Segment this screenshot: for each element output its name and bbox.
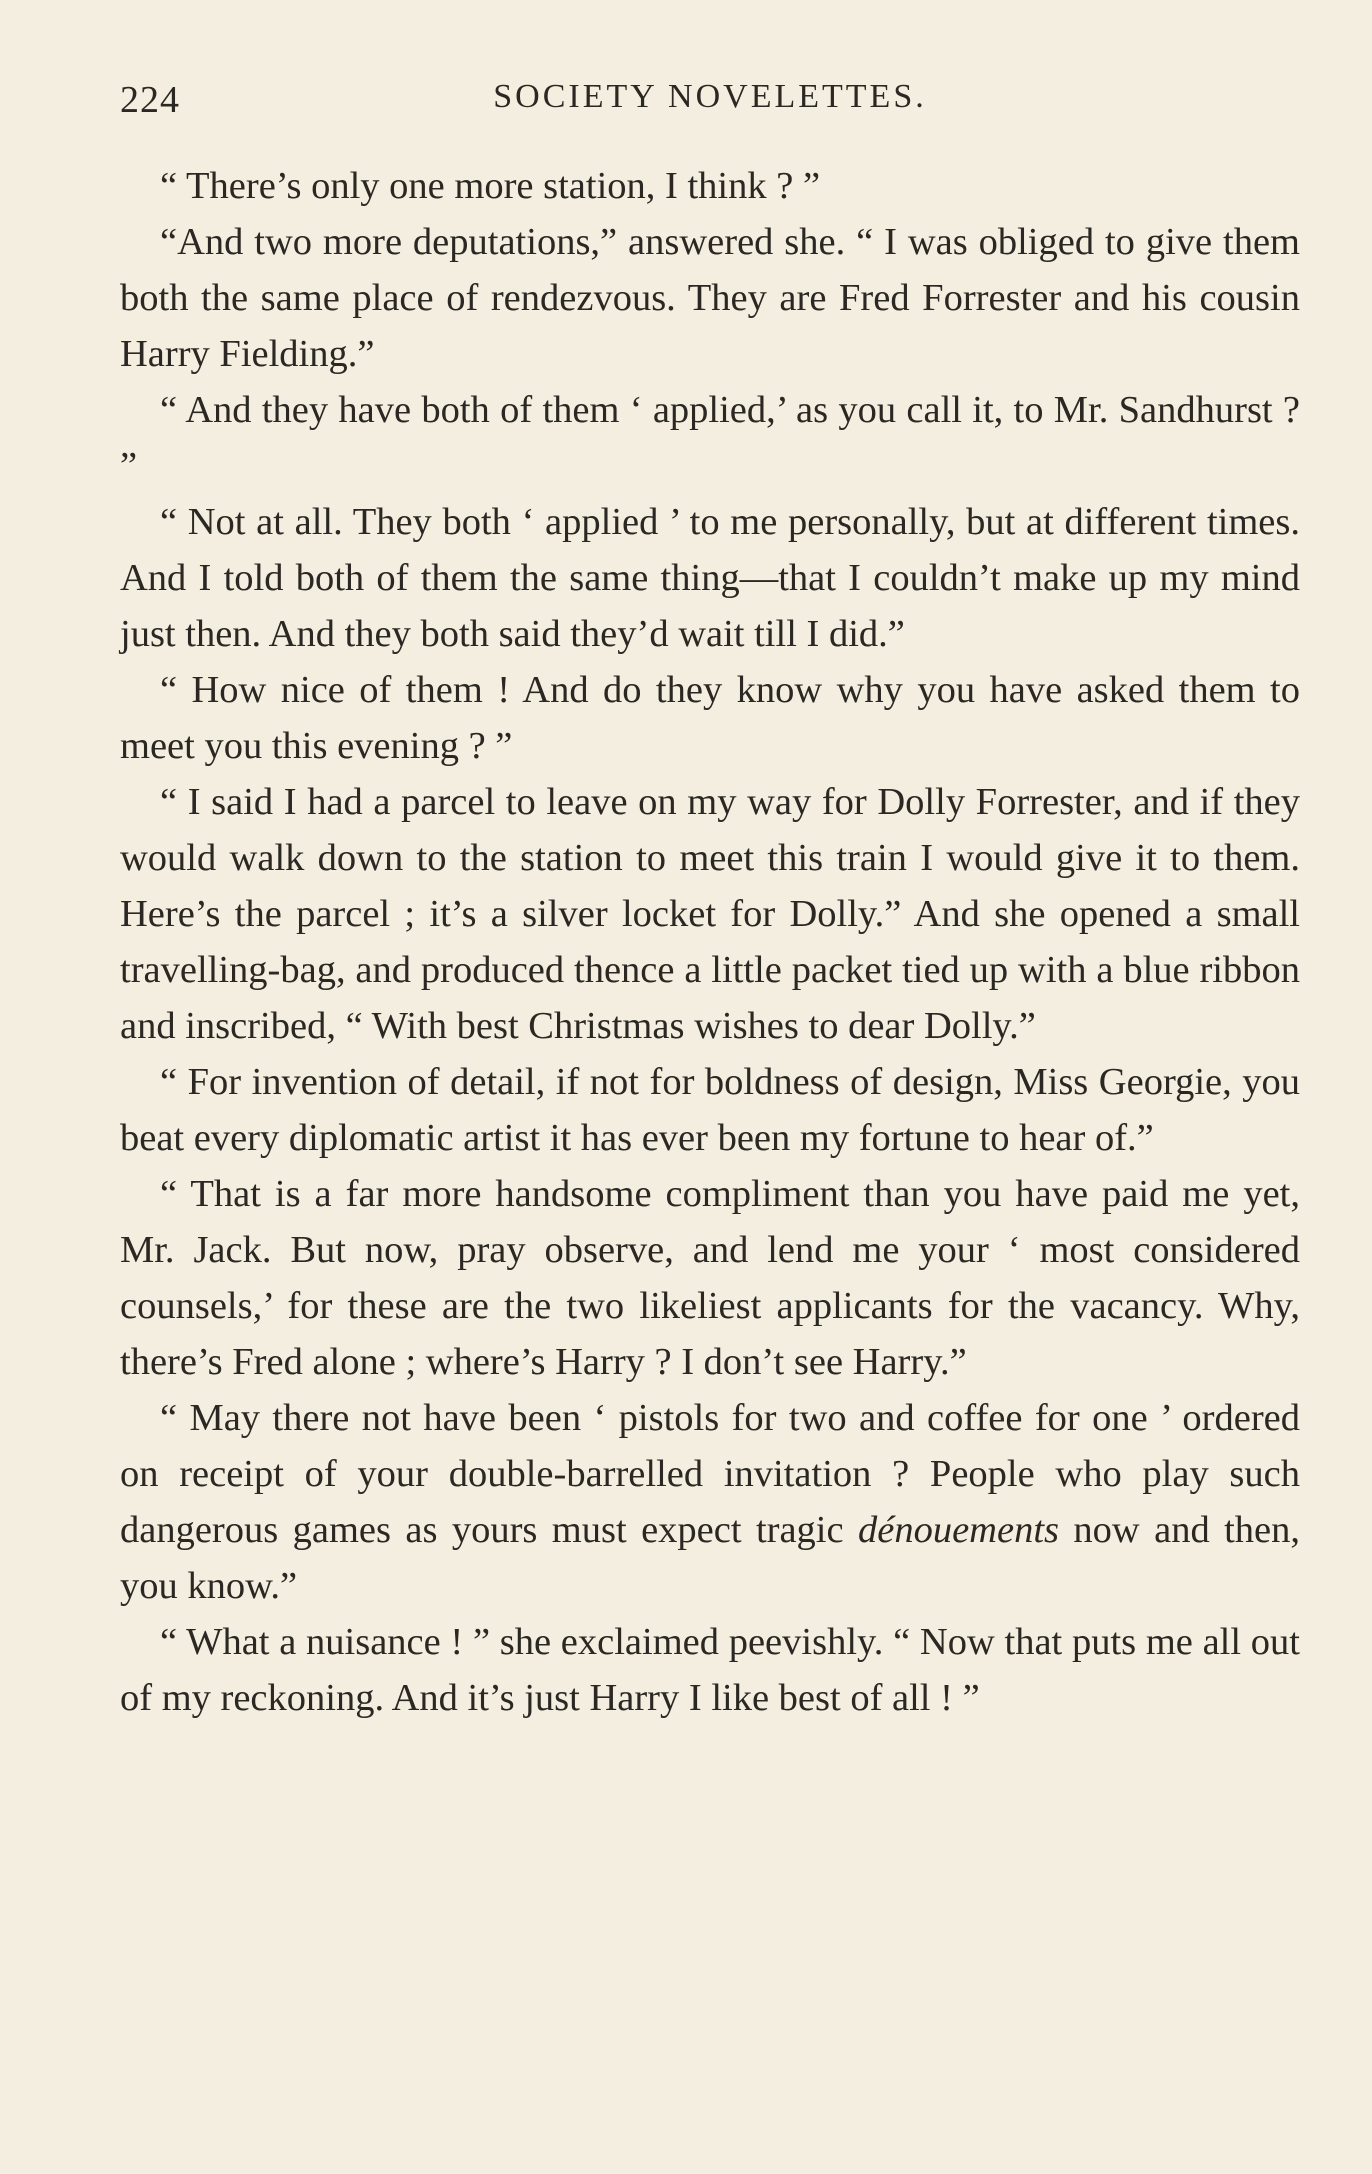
- page-header: [120, 78, 1300, 128]
- paragraph: “ And they have both of them ‘ applied,’ as you call it, to Mr. Sandhurst ? ”: [120, 389, 1300, 487]
- body-text: [120, 158, 1300, 1726]
- paragraph-text: “ May there not have been ‘ pistols for two and coffee for one ’ ordered on receipt of your double-barrelled invitation ? People who play such dangerous games as yours must expect tragic: [120, 1397, 1300, 1551]
- paragraph: “And two more deputations,” answered she. “ I was obliged to give them both the same place of rendezvous. They are Fred Forrester and his cousin Harry Fielding.”: [120, 221, 1300, 375]
- page-number: 224: [120, 79, 180, 121]
- paragraph: “ There’s only one more station, I think ? ”: [160, 165, 821, 207]
- paragraph: “ Not at all. They both ‘ applied ’ to me personally, but at different times. And I told both of them the same thing—that I couldn’t make up my mind just then. And they both said they’d wait till I did.”: [120, 501, 1300, 655]
- paragraph: “ How nice of them ! And do they know why you have asked them to meet you this evening ? ”: [120, 669, 1300, 767]
- italic-word: dénouements: [858, 1509, 1059, 1551]
- paragraph: [120, 1390, 1300, 1614]
- paragraph: “ What a nuisance ! ” she exclaimed peevishly. “ Now that puts me all out of my reckoning. And it’s just Harry I like best of all ! ”: [120, 1621, 1300, 1719]
- running-title: SOCIETY NOVELETTES.: [493, 78, 927, 115]
- paragraph: “ That is a far more handsome compliment than you have paid me yet, Mr. Jack. But now, pray observe, and lend me your ‘ most considered counsels,’ for these are the two likeliest applicants for the vacancy. Why, there’s Fred alone ; where’s Harry ? I don’t see Harry.”: [120, 1173, 1300, 1383]
- paragraph: “ I said I had a parcel to leave on my way for Dolly Forrester, and if they would walk down to the station to meet this train I would give it to them. Here’s the parcel ; it’s a silver locket for Dolly.” And she opened a small travelling-bag, and produced thence a little packet tied up with a blue ribbon and inscribed, “ With best Christmas wishes to dear Dolly.”: [120, 781, 1300, 1047]
- paragraph: “ For invention of detail, if not for boldness of design, Miss Georgie, you beat every diplomatic artist it has ever been my fortune to hear of.”: [120, 1061, 1300, 1159]
- paragraph-text: now and then, you know.”: [120, 1509, 1301, 1607]
